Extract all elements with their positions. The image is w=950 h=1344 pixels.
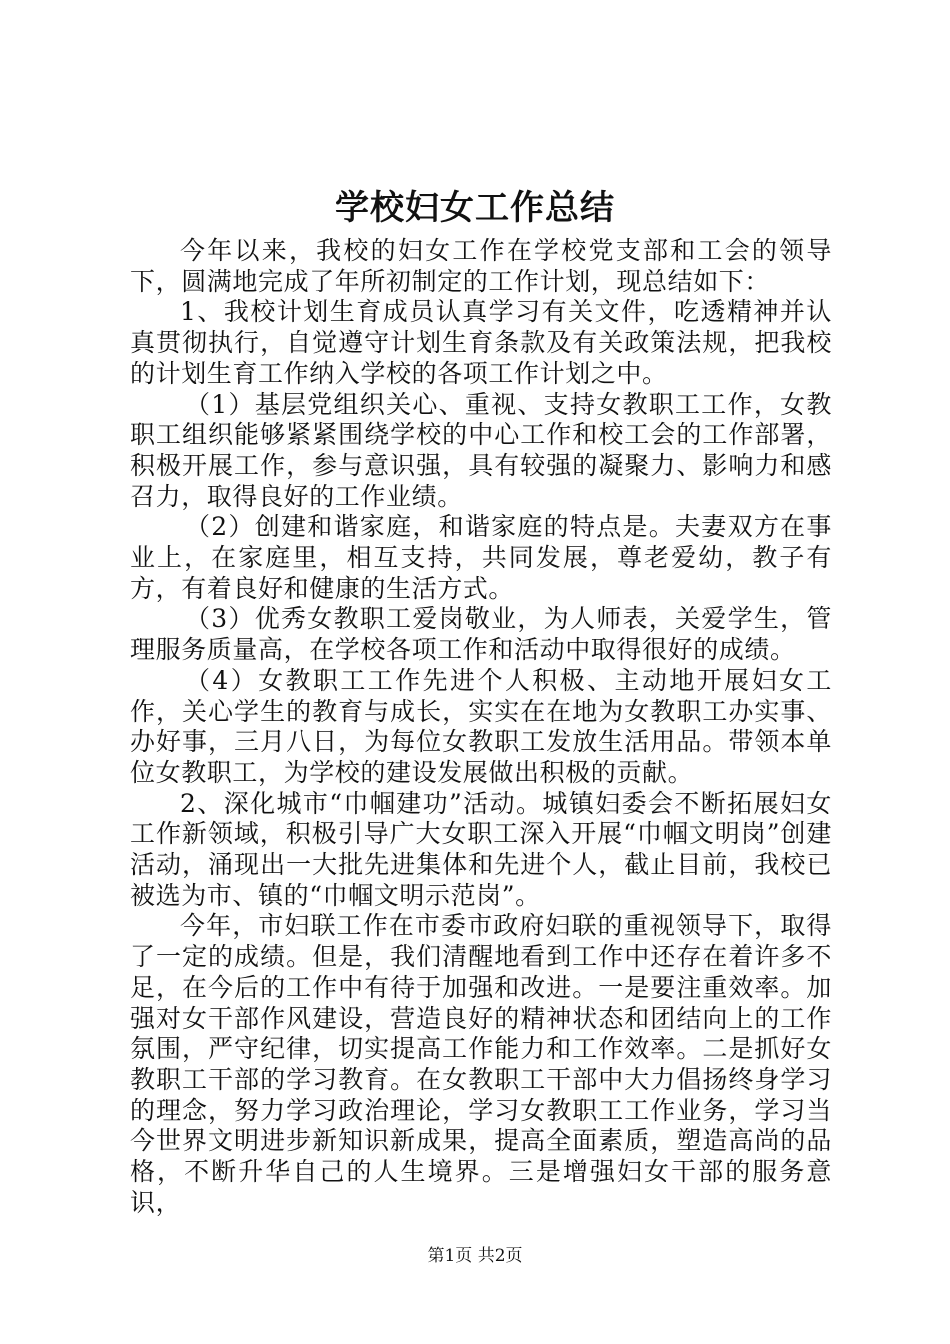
- page-number-footer: 第1页 共2页: [427, 1246, 523, 1266]
- paragraph-item-1-1: （1）基层党组织关心、重视、支持女教职工工作，女教职工组织能够紧紧围绕学校的中心工作和校工会的工作部署，积极开展工作，参与意识强，具有较强的凝聚力、影响力和感召力，取得良好的工作业绩。: [130, 389, 832, 511]
- paragraph-item-1: 1、我校计划生育成员认真学习有关文件，吃透精神并认真贯彻执行，自觉遵守计划生育条款及有关政策法规，把我校的计划生育工作纳入学校的各项工作计划之中。: [130, 297, 832, 388]
- paragraph-summary: 今年，市妇联工作在市委市政府妇联的重视领导下，取得了一定的成绩。但是，我们清醒地看到工作中还存在着许多不足，在今后的工作中有待于加强和改进。一是要注重效率。加强对女干部作风建设，营造良好的精神状态和团结向上的工作氛围，严守纪律，切实提高工作能力和工作效率。二是抓好女教职工干部的学习教育。在女教职工干部中大力倡扬终身学习的理念，努力学习政治理论，学习女教职工工作业务，学习当今世界文明进步新知识新成果，提高全面素质，塑造高尚的品格，不断升华自己的人生境界。三是增强妇女干部的服务意识，: [130, 911, 832, 1217]
- document-title: 学校妇女工作总结: [335, 188, 615, 228]
- paragraph-item-1-2: （2）创建和谐家庭，和谐家庭的特点是。夫妻双方在事业上，在家庭里，相互支持，共同发展，尊老爱幼，教子有方，有着良好和健康的生活方式。: [130, 512, 832, 603]
- paragraph-item-2: 2、深化城市“巾帼建功”活动。城镇妇委会不断拓展妇女工作新领域，积极引导广大女职工深入开展“巾帼文明岗”创建活动，涌现出一大批先进集体和先进个人，截止目前，我校已被选为市、镇的“巾帼文明示范岗”。: [130, 788, 832, 910]
- paragraph-intro: 今年以来，我校的妇女工作在学校党支部和工会的领导下，圆满地完成了年所初制定的工作计划，现总结如下：: [130, 236, 832, 296]
- document-body: [130, 236, 832, 1219]
- paragraph-item-1-3: （3）优秀女教职工爱岗敬业，为人师表，关爱学生，管理服务质量高，在学校各项工作和活动中取得很好的成绩。: [130, 604, 832, 665]
- paragraph-item-1-4: （4）女教职工工作先进个人积极、主动地开展妇女工作，关心学生的教育与成长，实实在在地为女教职工办实事、办好事，三月八日，为每位女教职工发放生活用品。带领本单位女教职工，为学校的建设发展做出积极的贡献。: [130, 665, 832, 787]
